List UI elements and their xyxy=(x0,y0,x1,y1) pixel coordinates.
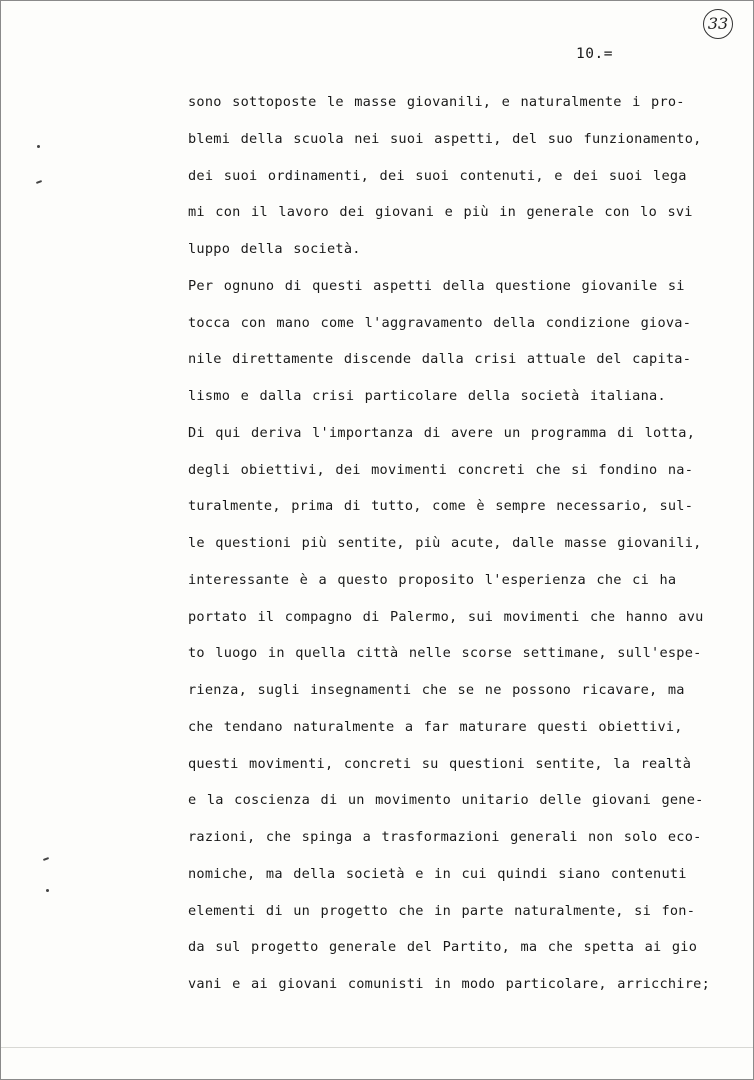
text-line: rienza, sugli insegnamenti che se ne possono ricavare, ma xyxy=(188,682,685,698)
text-line: vani e ai giovani comunisti in modo particolare, arricchire; xyxy=(188,976,711,992)
text-line: tocca con mano come l'aggravamento della condizione giova- xyxy=(188,314,692,331)
text-line: lismo e dalla crisi particolare della società italiana. xyxy=(188,388,666,404)
text-line: portato il compagno di Palermo, sui movimenti che hanno avu xyxy=(188,608,704,625)
text-line: mi con il lavoro dei giovani e più in generale con lo svi xyxy=(188,204,693,221)
text-line: interessante è a questo proposito l'esperienza che ci ha xyxy=(188,571,677,588)
text-line: elementi di un progetto che in parte naturalmente, si fon- xyxy=(188,902,696,919)
text-line: to luogo in quella città nelle scorse settimane, sull'espe- xyxy=(188,645,702,662)
text-line: turalmente, prima di tutto, come è sempre necessario, sul- xyxy=(188,498,694,515)
text-line: nile direttamente discende dalla crisi attuale del capita- xyxy=(188,351,692,368)
page-number: 10.= xyxy=(576,46,613,62)
text-line: da sul progetto generale del Partito, ma che spetta ai gio xyxy=(188,939,698,956)
margin-mark xyxy=(37,145,40,148)
text-line: degli obiettivi, dei movimenti concreti che si fondino na- xyxy=(188,461,694,478)
text-line: razioni, che spinga a trasformazioni generali non solo eco- xyxy=(188,829,702,845)
text-line: sono sottoposte le masse giovanili, e naturalmente i pro- xyxy=(188,94,685,110)
text-line: Di qui deriva l'importanza di avere un programma di lotta, xyxy=(188,424,696,441)
body-text xyxy=(188,89,748,1008)
text-line: le questioni più sentite, più acute, dalle masse giovanili, xyxy=(188,535,702,551)
text-line: che tendano naturalmente a far maturare questi obiettivi, xyxy=(188,718,683,735)
text-line: Per ognuno di questi aspetti della questione giovanile si xyxy=(188,277,685,294)
text-line: luppo della società. xyxy=(188,241,361,257)
text-line: questi movimenti, concreti su questioni sentite, la realtà xyxy=(188,755,692,772)
archive-stamp: 33 xyxy=(703,9,733,39)
margin-mark xyxy=(36,180,42,184)
text-line: blemi della scuola nei suoi aspetti, del suo funzionamento, xyxy=(188,130,702,147)
margin-mark xyxy=(43,857,49,861)
margin-mark xyxy=(46,889,49,892)
text-line: nomiche, ma della società e in cui quindi siano contenuti xyxy=(188,865,687,882)
text-line: dei suoi ordinamenti, dei suoi contenuti, e dei suoi lega xyxy=(188,167,687,184)
page-fold-line xyxy=(1,1047,753,1048)
text-line: e la coscienza di un movimento unitario delle giovani gene- xyxy=(188,792,704,809)
